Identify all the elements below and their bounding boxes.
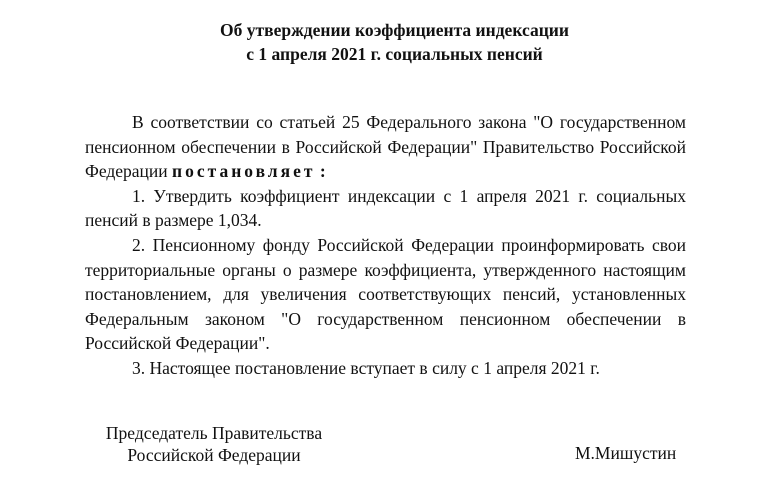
signatory-position xyxy=(84,422,344,466)
decree-item-1: 1. Утвердить коэффициент индексации с 1 апреля 2021 г. социальных пенсий в размере 1,034. xyxy=(85,185,686,231)
title-line-1: Об утверждении коэффициента индексации xyxy=(220,20,569,40)
title-line-2: с 1 апреля 2021 г. социальных пенсий xyxy=(246,44,543,64)
signatory-position-line-2: Российской Федерации xyxy=(127,445,301,465)
preamble-text: В соответствии со статьей 25 Федерального закона "О государственном пенсионном обеспечении в Российской Федерации" Правительство Российской Федерации xyxy=(85,112,686,182)
preamble-paragraph xyxy=(85,110,686,184)
document-title xyxy=(0,18,771,66)
document-body xyxy=(85,110,686,381)
decree-item-3: 3. Настоящее постановление вступает в силу с 1 апреля 2021 г. xyxy=(132,357,600,378)
decree-item-2: 2. Пенсионному фонду Российской Федерации проинформировать свои территориальные органы о размере коэффициента, утвержденного настоящим постановлением, для увеличения соответствующих пенсий, установленных Федеральным законом "О государственном пенсионном обеспечении в Российской Федерации". xyxy=(85,234,686,354)
decree-word: постановляет xyxy=(172,161,316,182)
signatory-position-line-1: Председатель Правительства xyxy=(105,423,323,443)
decree-suffix: : xyxy=(315,161,326,182)
signatory-name: М.Мишустин xyxy=(575,443,677,463)
